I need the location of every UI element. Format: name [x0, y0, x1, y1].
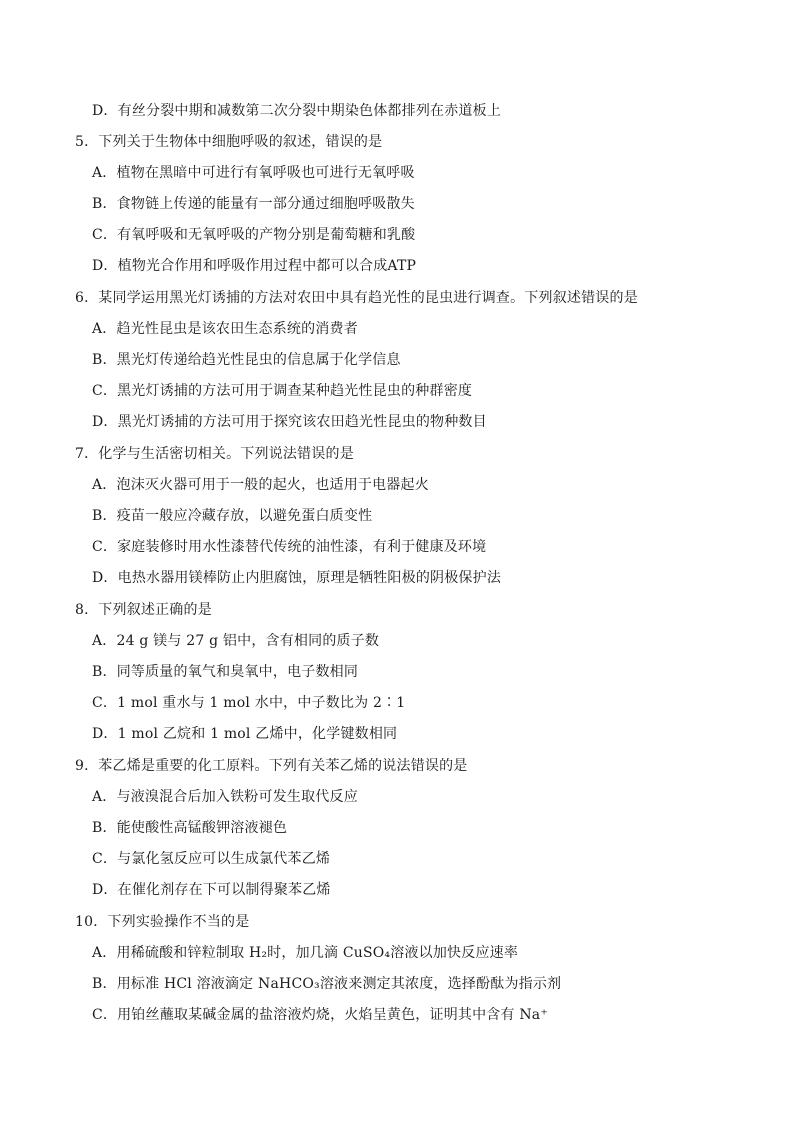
question-9-stem: 9．苯乙烯是重要的化工原料。下列有关苯乙烯的说法错误的是: [75, 758, 468, 774]
question-7-stem: 7．化学与生活密切相关。下列说法错误的是: [75, 446, 354, 462]
option-d-prev-question: D．有丝分裂中期和减数第二次分裂中期染色体都排列在赤道板上: [92, 103, 502, 119]
question-5-stem: 5．下列关于生物体中细胞呼吸的叙述，错误的是: [75, 134, 383, 150]
question-10-option-c: C．用铂丝蘸取某碱金属的盐溶液灼烧，火焰呈黄色，证明其中含有 Na⁺: [92, 1007, 548, 1023]
question-10-option-b: B．用标准 HCl 溶液滴定 NaHCO₃溶液来测定其浓度，选择酚酞为指示剂: [92, 976, 562, 992]
question-5-option-a: A．植物在黑暗中可进行有氧呼吸也可进行无氧呼吸: [92, 165, 415, 181]
question-8-option-a: A．24 g 镁与 27 g 铝中，含有相同的质子数: [92, 633, 380, 649]
question-9-option-d: D．在催化剂存在下可以制得聚苯乙烯: [92, 882, 331, 898]
question-10-stem: 10．下列实验操作不当的是: [75, 914, 250, 930]
question-6-option-a: A．趋光性昆虫是该农田生态系统的消费者: [92, 321, 358, 337]
question-9-option-c: C．与氯化氢反应可以生成氯代苯乙烯: [92, 851, 331, 867]
question-7-option-b: B．疫苗一般应冷藏存放，以避免蛋白质变性: [92, 508, 373, 524]
question-8-option-d: D．1 mol 乙烷和 1 mol 乙烯中，化学键数相同: [92, 726, 398, 742]
question-6-option-b: B．黑光灯传递给趋光性昆虫的信息属于化学信息: [92, 352, 401, 368]
question-10-option-a: A．用稀硫酸和锌粒制取 H₂时，加几滴 CuSO₄溶液以加快反应速率: [92, 945, 519, 961]
question-8-stem: 8．下列叙述正确的是: [75, 602, 212, 618]
question-9-option-b: B．能使酸性高锰酸钾溶液褪色: [92, 820, 288, 836]
question-5-option-b: B．食物链上传递的能量有一部分通过细胞呼吸散失: [92, 196, 415, 212]
question-6-stem: 6．某同学运用黑光灯诱捕的方法对农田中具有趋光性的昆虫进行调查。下列叙述错误的是: [75, 290, 638, 306]
question-7-option-c: C．家庭装修时用水性漆替代传统的油性漆，有利于健康及环境: [92, 539, 487, 555]
question-5-option-d: D．植物光合作用和呼吸作用过程中都可以合成ATP: [92, 258, 417, 274]
question-8-option-b: B．同等质量的氧气和臭氧中，电子数相同: [92, 664, 359, 680]
question-8-option-c: C．1 mol 重水与 1 mol 水中，中子数比为 2∶1: [92, 695, 406, 711]
question-9-option-a: A．与液溴混合后加入铁粉可发生取代反应: [92, 789, 358, 805]
question-7-option-a: A．泡沫灭火器可用于一般的起火，也适用于电器起火: [92, 477, 429, 493]
question-5-option-c: C．有氧呼吸和无氧呼吸的产物分别是葡萄糖和乳酸: [92, 227, 416, 243]
question-7-option-d: D．电热水器用镁棒防止内胆腐蚀，原理是牺牲阳极的阴极保护法: [92, 570, 502, 586]
question-6-option-d: D．黑光灯诱捕的方法可用于探究该农田趋光性昆虫的物种数目: [92, 414, 487, 430]
question-6-option-c: C．黑光灯诱捕的方法可用于调查某种趋光性昆虫的种群密度: [92, 383, 473, 399]
